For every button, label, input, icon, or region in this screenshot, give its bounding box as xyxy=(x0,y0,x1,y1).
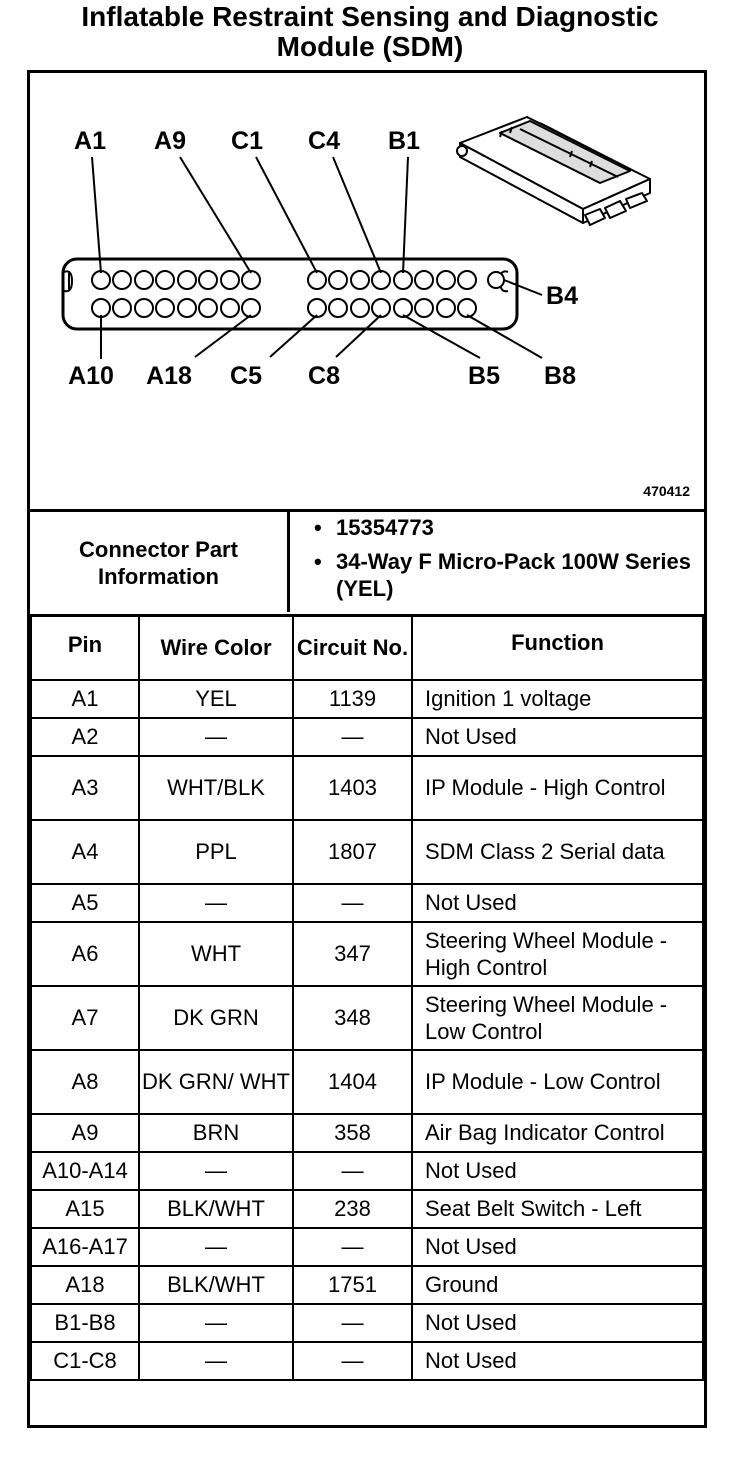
circuit-cell: 348 xyxy=(293,986,412,1050)
connector-info-list xyxy=(292,514,692,602)
table-row xyxy=(31,756,703,820)
circuit-cell: 1807 xyxy=(293,820,412,884)
pin-cell: A9 xyxy=(31,1114,139,1152)
wire-color-cell: DK GRN/ WHT xyxy=(139,1050,293,1114)
circuit-cell: — xyxy=(293,1228,412,1266)
pin-hole xyxy=(221,299,239,317)
pin-label-a1: A1 xyxy=(74,127,106,155)
pin-table xyxy=(30,614,704,1381)
circuit-cell: 1751 xyxy=(293,1266,412,1304)
pin-cell: A4 xyxy=(31,820,139,884)
wire-color-cell: — xyxy=(139,1342,293,1380)
wire-color-cell: BRN xyxy=(139,1114,293,1152)
pin-hole xyxy=(437,299,455,317)
connector-face-svg xyxy=(30,73,704,509)
leader-c1 xyxy=(256,157,317,273)
function-cell: Steering Wheel Module - High Control xyxy=(412,922,703,986)
table-row xyxy=(31,680,703,718)
connector-info-label: Connector Part Information xyxy=(30,512,290,612)
pin-cell: A16-A17 xyxy=(31,1228,139,1266)
pin-cell: C1-C8 xyxy=(31,1342,139,1380)
pin-hole xyxy=(242,271,260,289)
pin-hole xyxy=(394,299,412,317)
pin-hole xyxy=(92,271,110,289)
wire-color-cell: BLK/WHT xyxy=(139,1266,293,1304)
pin-table-body xyxy=(31,680,703,1380)
header-function: Function xyxy=(412,616,703,680)
circuit-cell: — xyxy=(293,884,412,922)
circuit-cell: 1404 xyxy=(293,1050,412,1114)
pin-cell: A6 xyxy=(31,922,139,986)
wire-color-cell: — xyxy=(139,718,293,756)
circuit-cell: — xyxy=(293,1304,412,1342)
circuit-cell: 347 xyxy=(293,922,412,986)
pin-hole xyxy=(92,299,110,317)
leader-b1 xyxy=(403,157,408,273)
function-cell: Not Used xyxy=(412,718,703,756)
function-cell: SDM Class 2 Serial data xyxy=(412,820,703,884)
pin-cell: A3 xyxy=(31,756,139,820)
function-cell: Ground xyxy=(412,1266,703,1304)
pin-label-c1: C1 xyxy=(231,127,263,155)
table-row xyxy=(31,884,703,922)
table-row xyxy=(31,1050,703,1114)
function-cell: Not Used xyxy=(412,1342,703,1380)
wire-color-cell: — xyxy=(139,1152,293,1190)
header-wire-color: Wire Color xyxy=(139,616,293,680)
circuit-cell: — xyxy=(293,718,412,756)
pin-cell: B1-B8 xyxy=(31,1304,139,1342)
pin-hole xyxy=(351,299,369,317)
wire-color-cell: DK GRN xyxy=(139,986,293,1050)
table-row xyxy=(31,1342,703,1380)
circuit-cell: 238 xyxy=(293,1190,412,1228)
pin-hole xyxy=(308,271,326,289)
pin-label-c5: C5 xyxy=(230,362,262,390)
function-cell: Steering Wheel Module - Low Control xyxy=(412,986,703,1050)
connector-description: • 34-Way F Micro-Pack 100W Series (YEL) xyxy=(292,548,692,602)
pin-hole xyxy=(458,299,476,317)
function-cell: Air Bag Indicator Control xyxy=(412,1114,703,1152)
pin-label-a10: A10 xyxy=(68,362,114,390)
function-cell: Not Used xyxy=(412,1152,703,1190)
function-cell: Ignition 1 voltage xyxy=(412,680,703,718)
connector-part-number: • 15354773 xyxy=(292,514,692,541)
pin-hole xyxy=(394,271,412,289)
pin-hole xyxy=(178,299,196,317)
pin-hole xyxy=(372,271,390,289)
figure-number: 470412 xyxy=(643,483,690,499)
pin-hole xyxy=(156,271,174,289)
pin-cell: A2 xyxy=(31,718,139,756)
pin-label-c8: C8 xyxy=(308,362,340,390)
circuit-cell: 1403 xyxy=(293,756,412,820)
pin-hole xyxy=(113,271,131,289)
table-row xyxy=(31,1266,703,1304)
pin-hole xyxy=(135,299,153,317)
header-circuit-no: Circuit No. xyxy=(293,616,412,680)
leader-a9 xyxy=(180,157,251,273)
page-title xyxy=(0,2,740,62)
pin-hole xyxy=(156,299,174,317)
wire-color-cell: — xyxy=(139,1304,293,1342)
function-cell: Not Used xyxy=(412,884,703,922)
pin-label-a9: A9 xyxy=(154,127,186,155)
wire-color-cell: WHT/BLK xyxy=(139,756,293,820)
pin-label-b5: B5 xyxy=(468,362,500,390)
pin-cell: A10-A14 xyxy=(31,1152,139,1190)
function-cell: Not Used xyxy=(412,1304,703,1342)
pin-hole xyxy=(178,271,196,289)
pin-hole xyxy=(437,271,455,289)
pin-hole xyxy=(329,299,347,317)
pin-label-c4: C4 xyxy=(308,127,340,155)
pin-hole xyxy=(329,271,347,289)
pin-label-b4: B4 xyxy=(546,282,578,310)
connector-illustration xyxy=(457,117,650,225)
circuit-cell: 1139 xyxy=(293,680,412,718)
pin-hole xyxy=(113,299,131,317)
wire-color-cell: YEL xyxy=(139,680,293,718)
table-row xyxy=(31,718,703,756)
leader-c4 xyxy=(333,157,381,273)
pin-cell: A15 xyxy=(31,1190,139,1228)
pin-hole xyxy=(351,271,369,289)
pin-hole xyxy=(199,299,217,317)
table-row xyxy=(31,1114,703,1152)
pin-hole xyxy=(135,271,153,289)
pin-hole xyxy=(221,271,239,289)
pin-label-b8: B8 xyxy=(544,362,576,390)
title-line-2: Module (SDM) xyxy=(276,31,464,62)
pin-cell: A1 xyxy=(31,680,139,718)
wire-color-cell: — xyxy=(139,1228,293,1266)
pin-hole xyxy=(415,299,433,317)
wire-color-cell: WHT xyxy=(139,922,293,986)
connector-body xyxy=(63,259,517,329)
function-cell: IP Module - Low Control xyxy=(412,1050,703,1114)
pin-hole xyxy=(308,299,326,317)
connector-diagram xyxy=(30,73,704,509)
circuit-cell: — xyxy=(293,1152,412,1190)
wire-color-cell: — xyxy=(139,884,293,922)
table-row xyxy=(31,1304,703,1342)
title-line-1: Inflatable Restraint Sensing and Diagnostic xyxy=(81,1,659,32)
pin-hole xyxy=(488,272,504,288)
function-cell: IP Module - High Control xyxy=(412,756,703,820)
function-cell: Not Used xyxy=(412,1228,703,1266)
table-row xyxy=(31,1190,703,1228)
table-row xyxy=(31,986,703,1050)
leader-a1 xyxy=(92,157,101,273)
pin-cell: A7 xyxy=(31,986,139,1050)
pin-label-a18: A18 xyxy=(146,362,192,390)
document-frame xyxy=(27,70,707,1428)
pin-cell: A18 xyxy=(31,1266,139,1304)
circuit-cell: 358 xyxy=(293,1114,412,1152)
function-cell: Seat Belt Switch - Left xyxy=(412,1190,703,1228)
pin-hole xyxy=(242,299,260,317)
pin-hole xyxy=(199,271,217,289)
pin-hole xyxy=(415,271,433,289)
table-row xyxy=(31,820,703,884)
table-row xyxy=(31,1152,703,1190)
wire-color-cell: BLK/WHT xyxy=(139,1190,293,1228)
table-row xyxy=(31,922,703,986)
wire-color-cell: PPL xyxy=(139,820,293,884)
header-pin: Pin xyxy=(31,616,139,680)
table-row xyxy=(31,1228,703,1266)
connector-part-information xyxy=(30,512,704,612)
pin-label-b1: B1 xyxy=(388,127,420,155)
pin-hole xyxy=(372,299,390,317)
circuit-cell: — xyxy=(293,1342,412,1380)
pin-cell: A5 xyxy=(31,884,139,922)
pin-hole xyxy=(458,271,476,289)
pin-cell: A8 xyxy=(31,1050,139,1114)
